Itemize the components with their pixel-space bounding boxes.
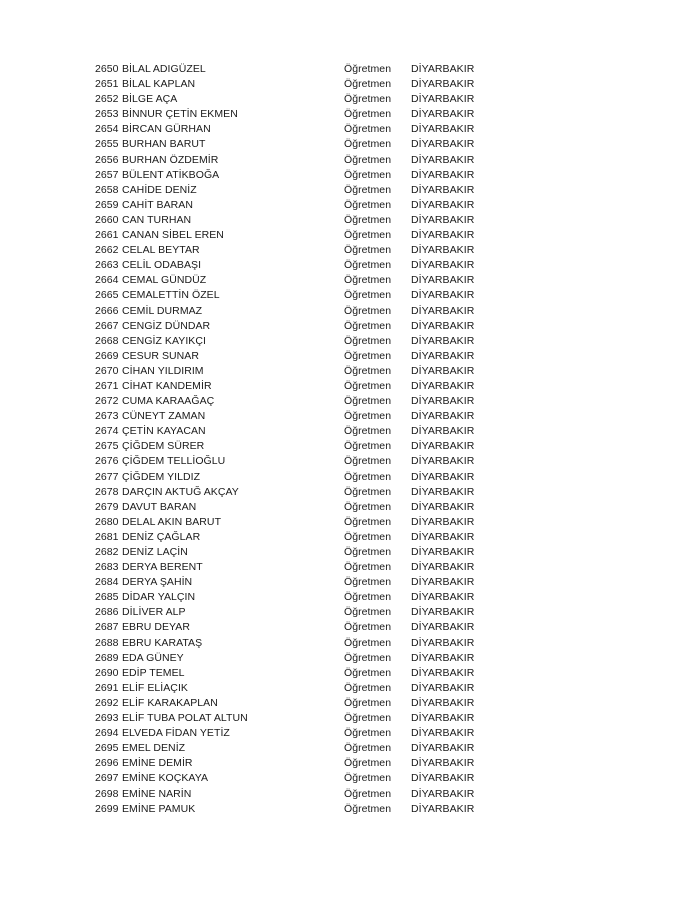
row-number: 2680 — [95, 515, 119, 528]
table-row — [95, 122, 515, 137]
city-label: DİYARBAKIR — [411, 410, 475, 423]
city-label: DİYARBAKIR — [411, 319, 475, 332]
person-name: EMİNE PAMUK — [122, 802, 196, 815]
role-label: Öğretmen — [344, 183, 392, 196]
person-name: BURHAN BARUT — [122, 138, 206, 151]
table-row — [95, 349, 515, 364]
row-number: 2661 — [95, 229, 119, 242]
row-number: 2685 — [95, 591, 119, 604]
city-label: DİYARBAKIR — [411, 395, 475, 408]
table-row — [95, 545, 515, 560]
row-number: 2679 — [95, 500, 119, 513]
person-name: CANAN SİBEL EREN — [122, 229, 224, 242]
row-number: 2668 — [95, 334, 119, 347]
row-number: 2698 — [95, 787, 119, 800]
city-label: DİYARBAKIR — [411, 500, 475, 513]
city-label: DİYARBAKIR — [411, 636, 475, 649]
city-label: DİYARBAKIR — [411, 546, 475, 558]
table-row — [95, 741, 515, 756]
city-label: DİYARBAKIR — [411, 229, 475, 242]
role-label: Öğretmen — [344, 666, 392, 679]
role-label: Öğretmen — [344, 229, 392, 242]
city-label: DİYARBAKIR — [411, 742, 475, 755]
person-name: CEMAL GÜNDÜZ — [122, 274, 207, 287]
person-name: ÇİĞDEM YILDIZ — [122, 470, 201, 483]
person-name: DİDAR YALÇIN — [122, 591, 196, 604]
person-name: ÇİĞDEM SÜRER — [122, 440, 205, 453]
row-number: 2662 — [95, 244, 119, 257]
person-name: ELİF KARAKAPLAN — [122, 696, 218, 709]
person-name: EDİP TEMEL — [122, 666, 185, 679]
row-number: 2687 — [95, 621, 119, 634]
table-row — [95, 696, 515, 711]
role-label: Öğretmen — [344, 621, 392, 634]
city-label: DİYARBAKIR — [411, 696, 475, 709]
table-row — [95, 198, 515, 213]
city-label: DİYARBAKIR — [411, 515, 475, 528]
row-number: 2666 — [95, 304, 119, 317]
city-label: DİYARBAKIR — [411, 334, 475, 347]
person-name: DENİZ LAÇİN — [122, 546, 188, 558]
city-label: DİYARBAKIR — [411, 198, 475, 211]
table-row — [95, 137, 515, 152]
role-label: Öğretmen — [344, 274, 392, 287]
table-row — [95, 77, 515, 92]
person-name: DENİZ ÇAĞLAR — [122, 530, 201, 543]
person-name: CİHAN YILDIRIM — [122, 364, 204, 377]
table-row — [95, 485, 515, 500]
role-label: Öğretmen — [344, 470, 392, 483]
table-row — [95, 409, 515, 424]
row-number: 2693 — [95, 712, 119, 725]
table-row — [95, 334, 515, 349]
table-row — [95, 515, 515, 530]
person-name: DERYA ŞAHİN — [122, 576, 193, 589]
table-row — [95, 379, 515, 394]
row-number: 2663 — [95, 259, 119, 272]
role-label: Öğretmen — [344, 410, 392, 423]
city-label: DİYARBAKIR — [411, 561, 475, 574]
role-label: Öğretmen — [344, 591, 392, 604]
table-row — [95, 681, 515, 696]
role-label: Öğretmen — [344, 787, 392, 800]
person-name: CEMALETTİN ÖZEL — [122, 289, 220, 302]
city-label: DİYARBAKIR — [411, 802, 475, 815]
person-name: CELİL ODABAŞI — [122, 259, 202, 272]
city-label: DİYARBAKIR — [411, 712, 475, 725]
role-label: Öğretmen — [344, 651, 392, 664]
city-label: DİYARBAKIR — [411, 485, 475, 498]
table-row — [95, 500, 515, 515]
row-number: 2658 — [95, 183, 119, 196]
role-label: Öğretmen — [344, 379, 392, 392]
row-number: 2699 — [95, 802, 119, 815]
city-label: DİYARBAKIR — [411, 576, 475, 589]
role-label: Öğretmen — [344, 93, 392, 106]
role-label: Öğretmen — [344, 636, 392, 649]
person-name: CUMA KARAAĞAÇ — [122, 395, 215, 408]
table-row — [95, 711, 515, 726]
row-number: 2676 — [95, 455, 119, 468]
row-number: 2657 — [95, 168, 119, 181]
city-label: DİYARBAKIR — [411, 772, 475, 785]
person-name: EBRU DEYAR — [122, 621, 190, 634]
table-row — [95, 575, 515, 590]
role-label: Öğretmen — [344, 63, 392, 75]
row-number: 2677 — [95, 470, 119, 483]
city-label: DİYARBAKIR — [411, 425, 475, 438]
city-label: DİYARBAKIR — [411, 727, 475, 740]
city-label: DİYARBAKIR — [411, 123, 475, 136]
person-name: BURHAN ÖZDEMİR — [122, 153, 219, 166]
person-name: CİHAT KANDEMİR — [122, 379, 212, 392]
role-label: Öğretmen — [344, 696, 392, 709]
person-name: BİLGE AÇA — [122, 93, 178, 106]
row-number: 2659 — [95, 198, 119, 211]
city-label: DİYARBAKIR — [411, 93, 475, 106]
role-label: Öğretmen — [344, 244, 392, 257]
role-label: Öğretmen — [344, 515, 392, 528]
table-row — [95, 258, 515, 273]
table-row — [95, 802, 515, 817]
row-number: 2686 — [95, 606, 119, 619]
role-label: Öğretmen — [344, 349, 392, 362]
person-name: BİNNUR ÇETİN EKMEN — [122, 108, 238, 121]
role-label: Öğretmen — [344, 742, 392, 755]
city-label: DİYARBAKIR — [411, 666, 475, 679]
city-label: DİYARBAKIR — [411, 606, 475, 619]
table-row — [95, 168, 515, 183]
table-row — [95, 319, 515, 334]
table-row — [95, 454, 515, 469]
teacher-list — [95, 62, 515, 817]
city-label: DİYARBAKIR — [411, 530, 475, 543]
city-label: DİYARBAKIR — [411, 289, 475, 302]
row-number: 2650 — [95, 63, 119, 75]
table-row — [95, 228, 515, 243]
role-label: Öğretmen — [344, 455, 392, 468]
role-label: Öğretmen — [344, 213, 392, 226]
person-name: EMİNE KOÇKAYA — [122, 772, 209, 785]
row-number: 2696 — [95, 757, 119, 770]
role-label: Öğretmen — [344, 395, 392, 408]
row-number: 2697 — [95, 772, 119, 785]
row-number: 2671 — [95, 379, 119, 392]
person-name: DELAL AKIN BARUT — [122, 515, 222, 528]
role-label: Öğretmen — [344, 772, 392, 785]
role-label: Öğretmen — [344, 334, 392, 347]
row-number: 2672 — [95, 395, 119, 408]
city-label: DİYARBAKIR — [411, 63, 475, 75]
row-number: 2664 — [95, 274, 119, 287]
city-label: DİYARBAKIR — [411, 304, 475, 317]
role-label: Öğretmen — [344, 78, 392, 91]
person-name: EMİNE NARİN — [122, 787, 192, 800]
table-row — [95, 651, 515, 666]
table-row — [95, 394, 515, 409]
row-number: 2688 — [95, 636, 119, 649]
row-number: 2653 — [95, 108, 119, 121]
row-number: 2656 — [95, 153, 119, 166]
row-number: 2684 — [95, 576, 119, 589]
city-label: DİYARBAKIR — [411, 108, 475, 121]
role-label: Öğretmen — [344, 198, 392, 211]
row-number: 2654 — [95, 123, 119, 136]
person-name: BİRCAN GÜRHAN — [122, 123, 211, 136]
city-label: DİYARBAKIR — [411, 168, 475, 181]
row-number: 2670 — [95, 364, 119, 377]
person-name: CÜNEYT ZAMAN — [122, 410, 206, 423]
person-name: DİLİVER ALP — [122, 606, 186, 619]
person-name: BİLAL KAPLAN — [122, 78, 196, 91]
row-number: 2667 — [95, 319, 119, 332]
city-label: DİYARBAKIR — [411, 455, 475, 468]
row-number: 2695 — [95, 742, 119, 755]
row-number: 2691 — [95, 681, 119, 694]
table-row — [95, 288, 515, 303]
city-label: DİYARBAKIR — [411, 681, 475, 694]
person-name: ELVEDA FİDAN YETİZ — [122, 727, 230, 740]
role-label: Öğretmen — [344, 681, 392, 694]
person-name: CESUR SUNAR — [122, 349, 199, 362]
person-name: CAN TURHAN — [122, 213, 192, 226]
row-number: 2674 — [95, 425, 119, 438]
table-row — [95, 439, 515, 454]
table-row — [95, 304, 515, 319]
role-label: Öğretmen — [344, 546, 392, 558]
role-label: Öğretmen — [344, 440, 392, 453]
row-number: 2675 — [95, 440, 119, 453]
table-row — [95, 107, 515, 122]
row-number: 2651 — [95, 78, 119, 91]
table-row — [95, 605, 515, 620]
role-label: Öğretmen — [344, 727, 392, 740]
city-label: DİYARBAKIR — [411, 349, 475, 362]
role-label: Öğretmen — [344, 425, 392, 438]
person-name: CEMİL DURMAZ — [122, 304, 203, 317]
person-name: BİLAL ADIGÜZEL — [122, 63, 206, 75]
role-label: Öğretmen — [344, 364, 392, 377]
city-label: DİYARBAKIR — [411, 274, 475, 287]
city-label: DİYARBAKIR — [411, 183, 475, 196]
table-row — [95, 560, 515, 575]
row-number: 2669 — [95, 349, 119, 362]
person-name: CELAL BEYTAR — [122, 244, 200, 257]
role-label: Öğretmen — [344, 802, 392, 815]
person-name: ELİF ELİAÇIK — [122, 681, 188, 694]
role-label: Öğretmen — [344, 123, 392, 136]
city-label: DİYARBAKIR — [411, 379, 475, 392]
person-name: CENGİZ KAYIKÇI — [122, 334, 206, 347]
city-label: DİYARBAKIR — [411, 651, 475, 664]
row-number: 2655 — [95, 138, 119, 151]
city-label: DİYARBAKIR — [411, 470, 475, 483]
role-label: Öğretmen — [344, 304, 392, 317]
row-number: 2665 — [95, 289, 119, 302]
role-label: Öğretmen — [344, 606, 392, 619]
table-row — [95, 771, 515, 786]
role-label: Öğretmen — [344, 168, 392, 181]
person-name: CENGİZ DÜNDAR — [122, 319, 211, 332]
role-label: Öğretmen — [344, 153, 392, 166]
person-name: CAHİDE DENİZ — [122, 183, 197, 196]
city-label: DİYARBAKIR — [411, 757, 475, 770]
city-label: DİYARBAKIR — [411, 787, 475, 800]
person-name: ÇİĞDEM TELLİOĞLU — [122, 455, 226, 468]
table-row — [95, 756, 515, 771]
person-name: EMEL DENİZ — [122, 742, 186, 755]
role-label: Öğretmen — [344, 289, 392, 302]
table-row — [95, 62, 515, 77]
row-number: 2681 — [95, 530, 119, 543]
role-label: Öğretmen — [344, 561, 392, 574]
table-row — [95, 273, 515, 288]
person-name: ÇETİN KAYACAN — [122, 425, 206, 438]
row-number: 2660 — [95, 213, 119, 226]
table-row — [95, 726, 515, 741]
city-label: DİYARBAKIR — [411, 364, 475, 377]
table-row — [95, 183, 515, 198]
city-label: DİYARBAKIR — [411, 244, 475, 257]
person-name: EDA GÜNEY — [122, 651, 184, 664]
city-label: DİYARBAKIR — [411, 213, 475, 226]
person-name: ELİF TUBA POLAT ALTUN — [122, 712, 248, 725]
role-label: Öğretmen — [344, 757, 392, 770]
row-number: 2682 — [95, 546, 119, 558]
city-label: DİYARBAKIR — [411, 153, 475, 166]
table-row — [95, 666, 515, 681]
row-number: 2673 — [95, 410, 119, 423]
table-row — [95, 620, 515, 635]
table-row — [95, 470, 515, 485]
role-label: Öğretmen — [344, 108, 392, 121]
table-row — [95, 787, 515, 802]
role-label: Öğretmen — [344, 319, 392, 332]
row-number: 2694 — [95, 727, 119, 740]
table-row — [95, 153, 515, 168]
table-row — [95, 92, 515, 107]
person-name: CAHİT BARAN — [122, 198, 193, 211]
city-label: DİYARBAKIR — [411, 440, 475, 453]
role-label: Öğretmen — [344, 712, 392, 725]
role-label: Öğretmen — [344, 500, 392, 513]
person-name: DAVUT BARAN — [122, 500, 197, 513]
table-row — [95, 213, 515, 228]
city-label: DİYARBAKIR — [411, 591, 475, 604]
row-number: 2690 — [95, 666, 119, 679]
role-label: Öğretmen — [344, 138, 392, 151]
table-row — [95, 364, 515, 379]
role-label: Öğretmen — [344, 259, 392, 272]
person-name: DERYA BERENT — [122, 561, 203, 574]
table-row — [95, 530, 515, 545]
row-number: 2689 — [95, 651, 119, 664]
city-label: DİYARBAKIR — [411, 138, 475, 151]
table-row — [95, 243, 515, 258]
role-label: Öğretmen — [344, 530, 392, 543]
row-number: 2652 — [95, 93, 119, 106]
table-row — [95, 424, 515, 439]
role-label: Öğretmen — [344, 576, 392, 589]
person-name: EBRU KARATAŞ — [122, 636, 203, 649]
row-number: 2683 — [95, 561, 119, 574]
person-name: DARÇIN AKTUĞ AKÇAY — [122, 485, 239, 498]
table-row — [95, 590, 515, 605]
city-label: DİYARBAKIR — [411, 78, 475, 91]
row-number: 2692 — [95, 696, 119, 709]
table-row — [95, 636, 515, 651]
row-number: 2678 — [95, 485, 119, 498]
person-name: BÜLENT ATİKBOĞA — [122, 168, 220, 181]
person-name: EMİNE DEMİR — [122, 757, 193, 770]
city-label: DİYARBAKIR — [411, 259, 475, 272]
role-label: Öğretmen — [344, 485, 392, 498]
city-label: DİYARBAKIR — [411, 621, 475, 634]
